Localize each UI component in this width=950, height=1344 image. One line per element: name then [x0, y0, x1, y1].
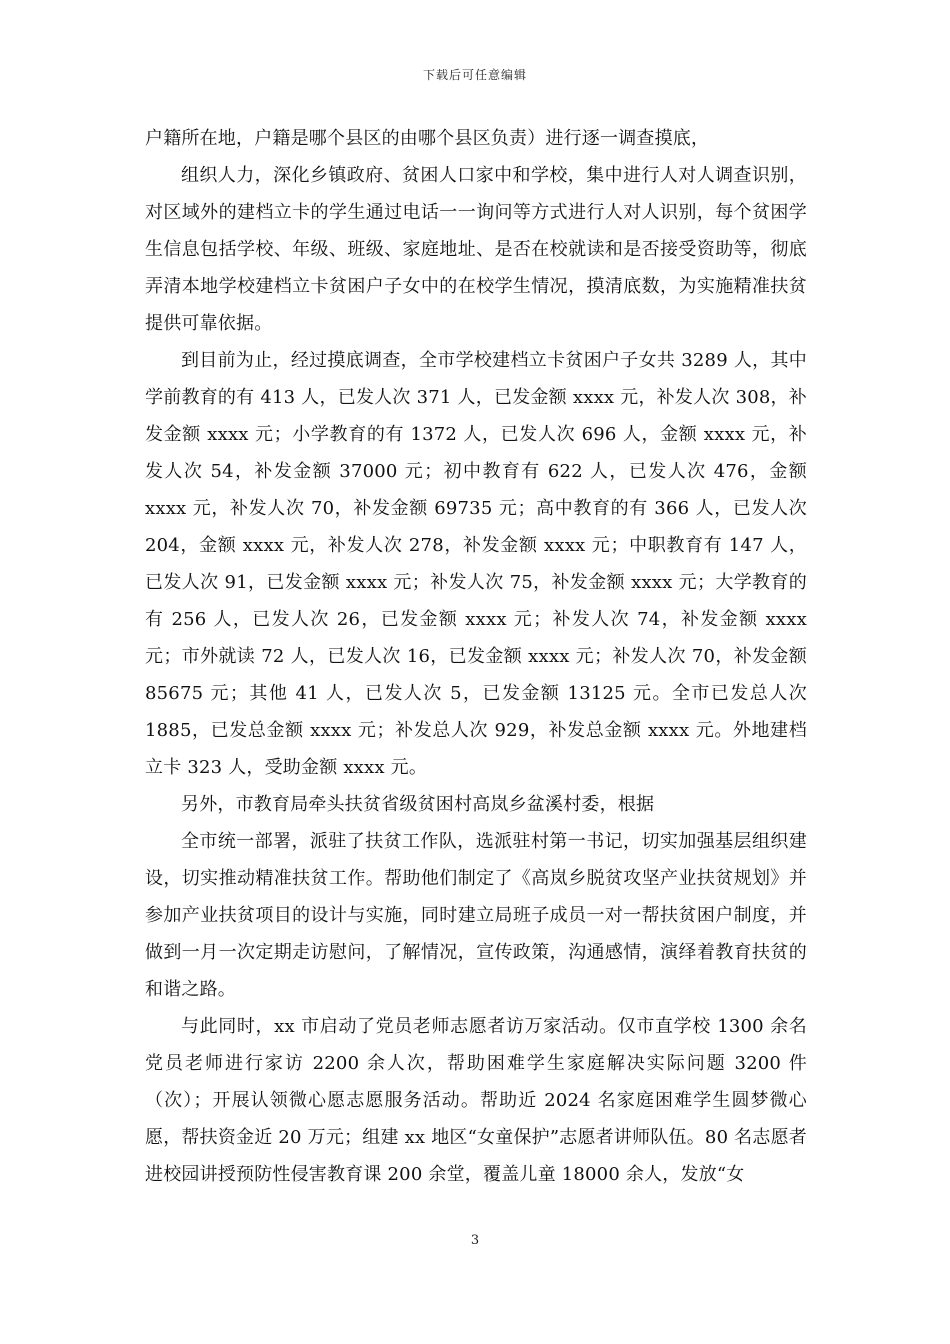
document-body [145, 120, 807, 1193]
paragraph-1: 户籍所在地，户籍是哪个县区的由哪个县区负责）进行逐一调查摸底， [145, 128, 710, 149]
paragraph-6: 与此同时，xx 市启动了党员老师志愿者访万家活动。仅市直学校 1300 余名党员老师进行家访 2200 余人次，帮助困难学生家庭解决实际问题 3200 件（次）；开展认领微心愿志愿服务活动。帮助近 2024 名家庭困难学生圆梦微心愿，帮扶资金近 20 万元；组建 xx 地区“女童保护”志愿者讲师队伍。80 名志愿者进校园讲授预防性侵害教育课 200 余堂，覆盖儿童 18000 余人，发放“女 [145, 1016, 807, 1185]
paragraph-5: 全市统一部署，派驻了扶贫工作队，选派驻村第一书记，切实加强基层组织建设，切实推动精准扶贫工作。帮助他们制定了《高岚乡脱贫攻坚产业扶贫规划》并参加产业扶贫项目的设计与实施，同时建立局班子成员一对一帮扶贫困户制度，并做到一月一次定期走访慰问，了解情况，宣传政策，沟通感情，演绎着教育扶贫的和谐之路。 [145, 831, 807, 1000]
paragraph-3: 到目前为止，经过摸底调查，全市学校建档立卡贫困户子女共 3289 人，其中学前教育的有 413 人，已发人次 371 人，已发金额 xxxx 元，补发人次 308，补发金额 xxxx 元；小学教育的有 1372 人，已发人次 696 人，金额 xxxx 元，补发人次 54，补发金额 37000 元；初中教育有 622 人，已发人次 476，金额 xxxx 元，补发人次 70，补发金额 69735 元；高中教育的有 366 人，已发人次 204，金额 xxxx 元，补发人次 278，补发金额 xxxx 元；中职教育有 147 人，已发人次 91，已发金额 xxxx 元；补发人次 75，补发金额 xxxx 元；大学教育的有 256 人，已发人次 26，已发金额 xxxx 元；补发人次 74，补发金额 xxxx 元；市外就读 72 人，已发人次 16，已发金额 xxxx 元；补发人次 70，补发金额 85675 元；其他 41 人，已发人次 5，已发金额 13125 元。全市已发总人次 1885，已发总金额 xxxx 元；补发总人次 929，补发总金额 xxxx 元。外地建档立卡 323 人，受助金额 xxxx 元。 [145, 350, 807, 778]
page-number: 3 [470, 1233, 480, 1248]
page-header: 下载后可任意编辑 [422, 68, 527, 82]
paragraph-4: 另外，市教育局牵头扶贫省级贫困村高岚乡盆溪村委，根据 [181, 794, 655, 815]
paragraph-2: 组织人力，深化乡镇政府、贫困人口家中和学校，集中进行人对人调查识别，对区域外的建档立卡的学生通过电话一一询问等方式进行人对人识别，每个贫困学生信息包括学校、年级、班级、家庭地址、是否在校就读和是否接受资助等，彻底弄清本地学校建档立卡贫困户子女中的在校学生情况，摸清底数，为实施精准扶贫提供可靠依据。 [145, 165, 807, 334]
